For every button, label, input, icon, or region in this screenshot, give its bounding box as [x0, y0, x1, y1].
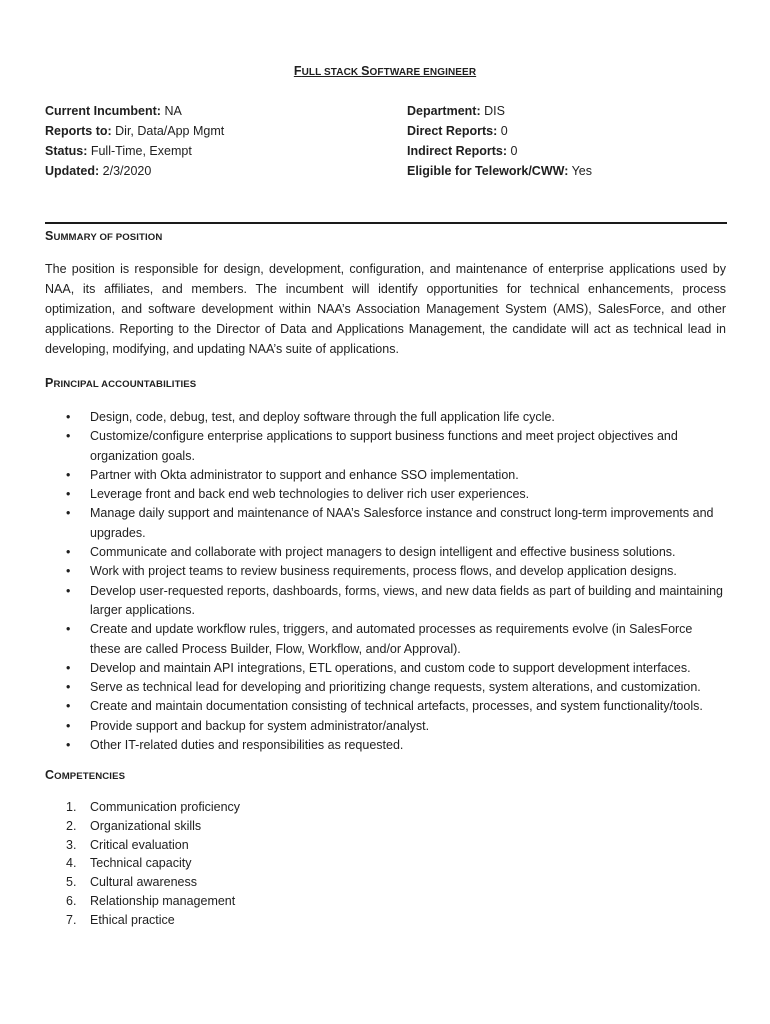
bullet-icon: • [66, 738, 71, 753]
list-item: • Customize/configure enterprise applications to support business functions and meet project objectives and organization goals. [66, 429, 678, 463]
meta-department: Department: DIS [407, 104, 505, 118]
list-item: • Other IT-related duties and responsibilities as requested. [45, 736, 725, 755]
bullet-icon: • [66, 545, 71, 560]
meta-current-incumbent: Current Incumbent: NA [45, 104, 182, 118]
meta-direct-reports: Direct Reports: 0 [407, 124, 508, 138]
meta-status: Status: Full-Time, Exempt [45, 144, 192, 158]
meta-telework: Eligible for Telework/CWW: Yes [407, 164, 592, 178]
bullet-icon: • [66, 583, 71, 598]
list-item: • Work with project teams to review business requirements, process flows, and develop application designs. [45, 562, 725, 581]
bullet-icon: • [66, 410, 71, 424]
competencies-heading: COMPETENCIES [45, 768, 126, 782]
section-divider [45, 222, 727, 224]
meta-indirect-reports: Indirect Reports: 0 [407, 144, 518, 158]
list-item: • Leverage front and back end web technologies to deliver rich user experiences. [45, 485, 725, 504]
list-item: • Develop user-requested reports, dashboards, forms, views, and new data fields as part of building and maintaining larger applications. [66, 583, 723, 617]
list-item: • Design, code, debug, test, and deploy software through the full application life cycle. [45, 408, 725, 427]
accountabilities-list [45, 408, 725, 755]
job-meta-left [45, 101, 224, 181]
bullet-icon: • [66, 660, 71, 675]
list-item: • Serve as technical lead for developing and prioritizing change requests, system alterations, and customization. [45, 678, 725, 697]
meta-updated: Updated: 2/3/2020 [45, 164, 152, 178]
bullet-icon: • [66, 467, 71, 482]
list-item: 7. Ethical practice [66, 912, 175, 927]
list-item: 6. Relationship management [66, 893, 236, 908]
list-item: • Create and maintain documentation consisting of technical artefacts, processes, and system functionality/tools. [45, 697, 725, 716]
bullet-icon: • [66, 718, 71, 733]
meta-reports-to: Reports to: Dir, Data/App Mgmt [45, 124, 225, 138]
list-item: 1. Communication proficiency [66, 800, 241, 814]
list-item: • Partner with Okta administrator to support and enhance SSO implementation. [45, 466, 725, 485]
bullet-icon: • [66, 680, 71, 695]
list-item: 2. Organizational skills [66, 818, 202, 833]
list-item: 5. Cultural awareness [66, 875, 197, 890]
summary-heading: SUMMARY OF POSITION [45, 229, 163, 243]
list-item: 3. Critical evaluation [66, 837, 189, 852]
accountabilities-heading: PRINCIPAL ACCOUNTABILITIES [45, 376, 197, 390]
competencies-list [45, 798, 725, 930]
page-title: FULL STACK SOFTWARE ENGINEER [293, 64, 477, 78]
bullet-icon: • [66, 487, 71, 502]
bullet-icon: • [66, 699, 71, 714]
bullet-icon: • [66, 429, 71, 444]
list-item: 4. Technical capacity [66, 856, 192, 871]
summary-text: The position is responsible for design, development, configuration, and maintenance of enterprise applications used by NAA, its affiliates, and members. The incumbent will identify opportunities for technical enhancements, process optimization, and software development within NAA’s Association Management System (AMS), SalesForce, and other applications. Reporting to the Director of Data and Applications Management, the candidate will act as technical lead in developing, modifying, and updating NAA’s suite of applications. [45, 262, 726, 356]
job-meta-right [407, 101, 592, 181]
bullet-icon: • [66, 506, 71, 521]
list-item: • Develop and maintain API integrations, ETL operations, and custom code to support development interfaces. [45, 659, 725, 678]
list-item: • Communicate and collaborate with project managers to design intelligent and effective business solutions. [45, 543, 725, 562]
bullet-icon: • [66, 564, 71, 579]
list-item: • Provide support and backup for system administrator/analyst. [45, 717, 725, 736]
list-item: • Manage daily support and maintenance of NAA’s Salesforce instance and construct long-term improvements and upgrades. [66, 506, 714, 540]
bullet-icon: • [66, 622, 71, 637]
list-item: • Create and update workflow rules, triggers, and automated processes as requirements evolve (in SalesForce these are called Process Builder, Flow, Workflow, and/or Approval). [66, 622, 693, 656]
